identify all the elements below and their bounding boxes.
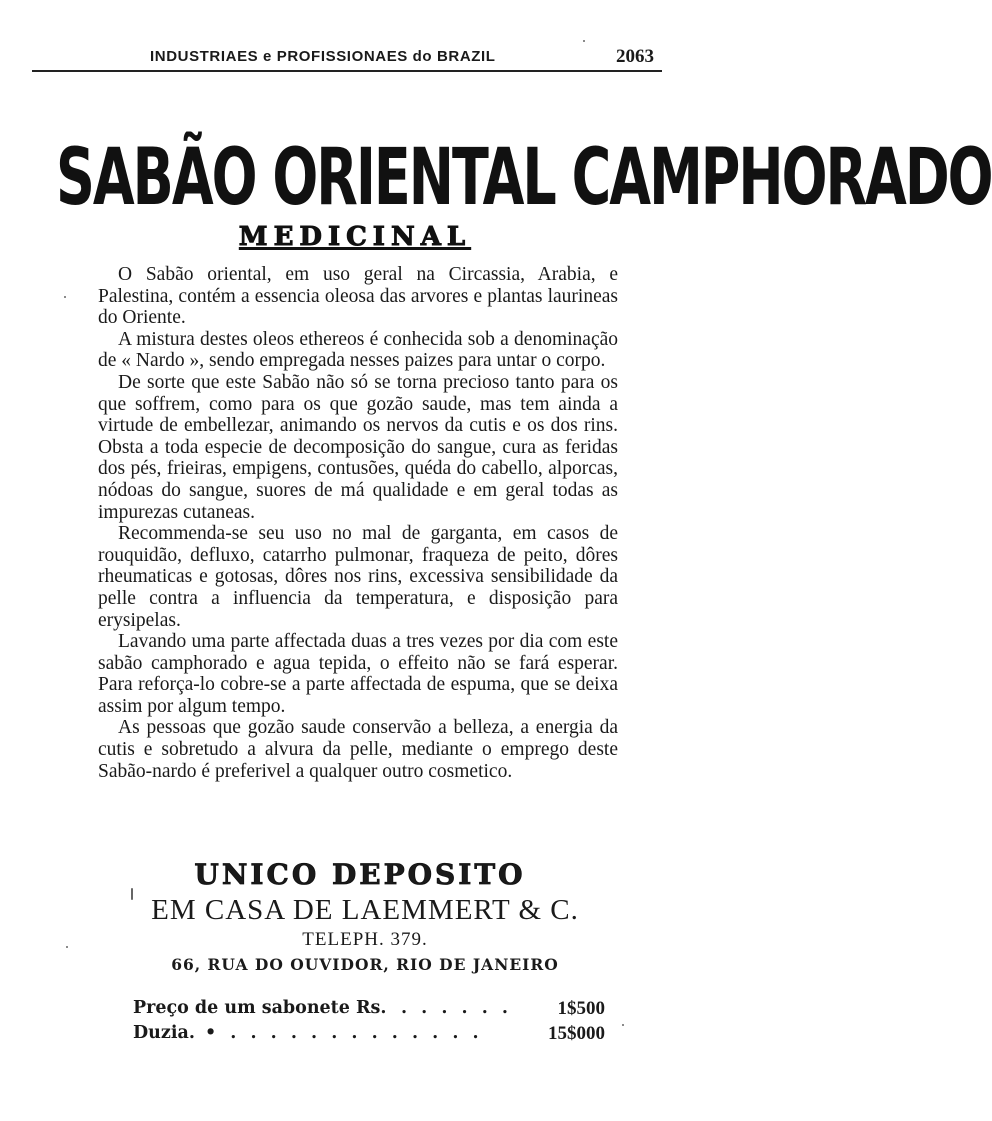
paragraph: Lavando uma parte affectada duas a tres vezes por dia com este sabão camphorado e agua tepida, o effeito não se fará esperar. Para reforça-lo cobre-se a parte affectada de espuma, que se deixa assim por algum tempo. xyxy=(98,631,618,717)
running-header-title: INDUSTRIAES e PROFISSIONAES do BRAZIL xyxy=(150,48,496,65)
price-label: Preço de um sabonete Rs. xyxy=(133,998,387,1018)
scan-speck xyxy=(66,946,68,948)
scan-speck xyxy=(131,888,133,900)
deposit-telephone: TELEPH. 379. xyxy=(302,929,428,950)
leader-dots: . . . . . . xyxy=(401,998,513,1018)
scan-speck xyxy=(583,40,585,42)
paragraph: A mistura destes oleos ethereos é conhecida sob a denominação de « Nardo », sendo empregada nesses paizes para untar o corpo. xyxy=(98,328,618,372)
advert-subtitle: MEDICINAL xyxy=(238,222,472,252)
paragraph: O Sabão oriental, em uso geral na Circassia, Arabia, e Palestina, contém a essencia oleosa das arvores e plantas laurineas do Oriente. xyxy=(98,264,618,329)
scan-speck xyxy=(622,1024,624,1026)
price-value: 15$000 xyxy=(548,1023,605,1044)
advert-title: SABÃO ORIENTAL CAMPHORADO xyxy=(56,131,992,223)
paragraph: Recommenda-se seu uso no mal de garganta, em casos de rouquidão, defluxo, catarrho pulmonar, fraqueza de peito, dôres rheumaticas e gotosas, dôres nos rins, excessiva sensibilidade da pelle contra a influencia da temperatura, e disposição para erysipelas. xyxy=(98,523,618,631)
deposit-address: 66, RUA DO OUVIDOR, RIO DE JANEIRO xyxy=(171,955,559,974)
price-value: 1$500 xyxy=(557,998,605,1019)
header-rule xyxy=(32,70,662,72)
price-row xyxy=(133,1021,605,1046)
leader-dots: • . . . . . . . . . . . . . xyxy=(205,1023,483,1043)
price-label: Duzia. xyxy=(133,1023,195,1043)
price-list xyxy=(133,996,605,1046)
deposit-company: EM CASA DE LAEMMERT & C. xyxy=(151,894,579,926)
page-number: 2063 xyxy=(616,46,654,67)
price-row xyxy=(133,996,605,1021)
deposit-heading: UNICO DEPOSITO xyxy=(194,858,526,891)
paragraph: De sorte que este Sabão não só se torna precioso tanto para os que soffrem, como para os que gozão saude, mas tem ainda a virtude de embellezar, animando os nervos da cutis e os dos rins. Obsta a toda especie de decomposição do sangue, cura as feridas dos pés, frieiras, empigens, contusões, quéda do cabello, alporcas, nódoas do sangue, suores de má qualidade e em geral todas as impurezas cutaneas. xyxy=(98,371,618,523)
advert-body xyxy=(98,264,618,782)
running-header xyxy=(32,44,662,72)
paragraph: As pessoas que gozão saude conservão a belleza, a energia da cutis e sobretudo a alvura da pelle, mediante o emprego deste Sabão-nardo é preferivel a qualquer outro cosmetico. xyxy=(98,717,618,782)
scan-speck xyxy=(64,296,66,298)
